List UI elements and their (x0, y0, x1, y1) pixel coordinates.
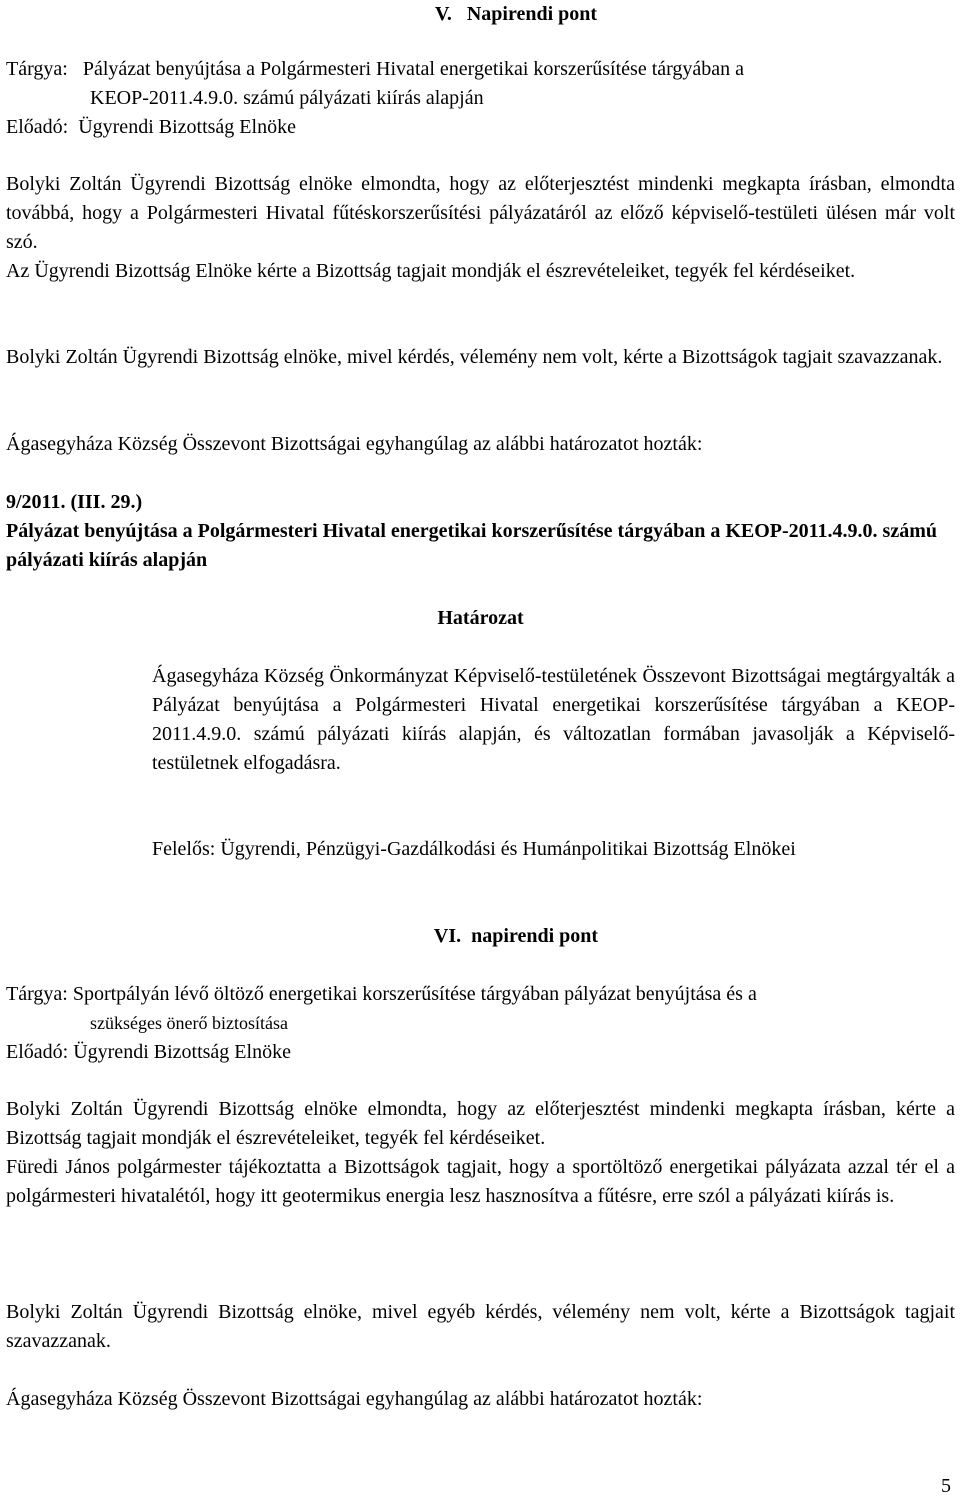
section-v-heading: V. Napirendi pont (434, 3, 598, 25)
section-v-presenter: Előadó: Ügyrendi Bizottság Elnöke (6, 116, 296, 138)
section-v-paragraph-1: Bolyki Zoltán Ügyrendi Bizottság elnöke elmondta, hogy az előterjesztést mindenki megkapta írásban, elmondta továbbá, hogy a Polgármesteri Hivatal fűtéskorszerűsítési pályázatáról az előző képviselő-testületi ülésen már volt szó. (6, 173, 955, 253)
resolution-body: Ágasegyháza Község Önkormányzat Képviselő-testületének Összevont Bizottságai megtárgyalták a Pályázat benyújtása a Polgármesteri Hivatal energetikai korszerűsítése tárgyában a KEOP-2011.4.9.0. számú pályázati kiírás alapján, és változatlan formában javasolják a Képviselő-testületnek elfogadásra. (152, 665, 955, 774)
resolution-title: Pályázat benyújtása a Polgármesteri Hivatal energetikai korszerűsítése tárgyában a KEOP-2011.4.9.0. számú pályázati kiírás alapján (6, 520, 937, 571)
resolution-number: 9/2011. (III. 29.) (6, 491, 143, 513)
subject-text-line2: KEOP-2011.4.9.0. számú pályázati kiírás alapján (90, 87, 484, 109)
subject-text-line1: Sportpályán lévő öltöző energetikai korszerűsítése tárgyában pályázat benyújtása és a (72, 983, 757, 1005)
subject-label: Tárgya: (6, 58, 68, 80)
section-vi-heading: VI. napirendi pont (433, 925, 599, 947)
subject-text-line2: szükséges önerő biztosítása (90, 1013, 288, 1033)
section-vi-subject (6, 980, 955, 1009)
section-vi-presenter: Előadó: Ügyrendi Bizottság Elnöke (6, 1041, 291, 1063)
section-vi-paragraph-1: Bolyki Zoltán Ügyrendi Bizottság elnöke elmondta, hogy az előterjesztést mindenki megkapta írásban, kérte a Bizottság tagjait mondják el észrevételeiket, tegyék fel kérdéseiket. (6, 1098, 955, 1149)
section-vi-paragraph-2: Füredi János polgármester tájékoztatta a Bizottságok tagjait, hogy a sportöltöző energetikai pályázata azzal tér el a polgármesteri hivatalétól, hogy itt geotermikus energia lesz hasznosítva a fűtésre, erre szól a pályázati kiírás is. (6, 1156, 955, 1207)
section-v-paragraph-2: Az Ügyrendi Bizottság Elnöke kérte a Bizottság tagjait mondják el észrevételeiket, tegyék fel kérdéseiket. (6, 260, 856, 282)
section-v-paragraph-3: Bolyki Zoltán Ügyrendi Bizottság elnöke, mivel kérdés, vélemény nem volt, kérte a Bizottságok tagjait szavazzanak. (6, 346, 943, 368)
section-vi-paragraph-4: Ágasegyháza Község Összevont Bizottságai egyhangúlag az alábbi határozatot hozták: (6, 1388, 703, 1410)
section-vi-paragraph-3: Bolyki Zoltán Ügyrendi Bizottság elnöke, mivel egyéb kérdés, vélemény nem volt, kérte a Bizottságok tagjait szavazzanak. (6, 1301, 955, 1352)
subject-text-line1: Pályázat benyújtása a Polgármesteri Hivatal energetikai korszerűsítése tárgyában a (82, 58, 745, 80)
section-v-paragraph-4: Ágasegyháza Község Összevont Bizottságai egyhangúlag az alábbi határozatot hozták: (6, 433, 703, 455)
subject-label: Tárgya: (6, 983, 68, 1005)
page-number: 5 (941, 1475, 951, 1497)
section-v-subject (6, 55, 955, 84)
resolution-responsible: Felelős: Ügyrendi, Pénzügyi-Gazdálkodási és Humánpolitikai Bizottság Elnökei (152, 838, 796, 860)
resolution-heading: Határozat (437, 607, 524, 629)
